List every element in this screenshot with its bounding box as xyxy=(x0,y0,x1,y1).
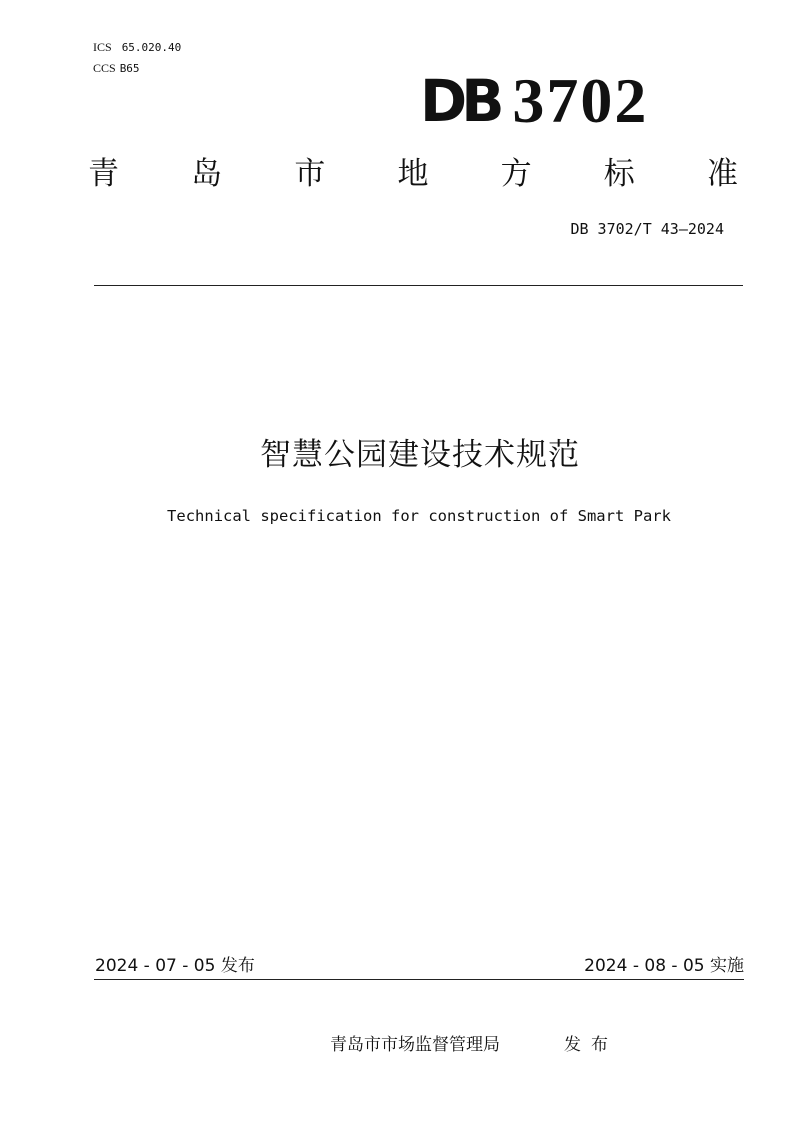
ccs-value: B65 xyxy=(119,62,140,75)
publish-date: 2024 - 07 - 05 发布 xyxy=(95,956,255,976)
standard-type-char: 标 xyxy=(603,156,635,192)
db-logo xyxy=(420,66,648,136)
issue-action: 发布 xyxy=(564,1035,618,1055)
ics-value: 65.020.40 xyxy=(121,41,182,54)
document-title-english: Technical specification for construction of Smart Park xyxy=(167,507,671,525)
standard-number: DB 3702/T 43—2024 xyxy=(570,220,724,238)
standard-type-char: 青 xyxy=(88,156,119,192)
issuing-authority: 青岛市市场监督管理局 xyxy=(330,1035,500,1055)
ics-label: ICS xyxy=(93,40,112,54)
db-logo-prefix: DB xyxy=(420,67,499,135)
top-divider xyxy=(94,285,743,286)
implement-date: 2024 - 08 - 05 实施 xyxy=(584,956,744,976)
bottom-divider xyxy=(94,979,744,980)
standard-type-char: 方 xyxy=(500,156,532,192)
standard-type-char: 岛 xyxy=(191,156,223,192)
ics-code xyxy=(93,40,181,55)
standard-type-char: 地 xyxy=(397,156,429,192)
standard-type-heading xyxy=(88,152,738,196)
ccs-code xyxy=(93,61,140,76)
document-title-chinese: 智慧公园建设技术规范 xyxy=(260,437,580,473)
standard-type-char: 市 xyxy=(294,156,326,192)
db-logo-code: 3702 xyxy=(512,65,649,136)
standard-type-char: 准 xyxy=(706,156,738,192)
ccs-label: CCS xyxy=(93,61,116,75)
